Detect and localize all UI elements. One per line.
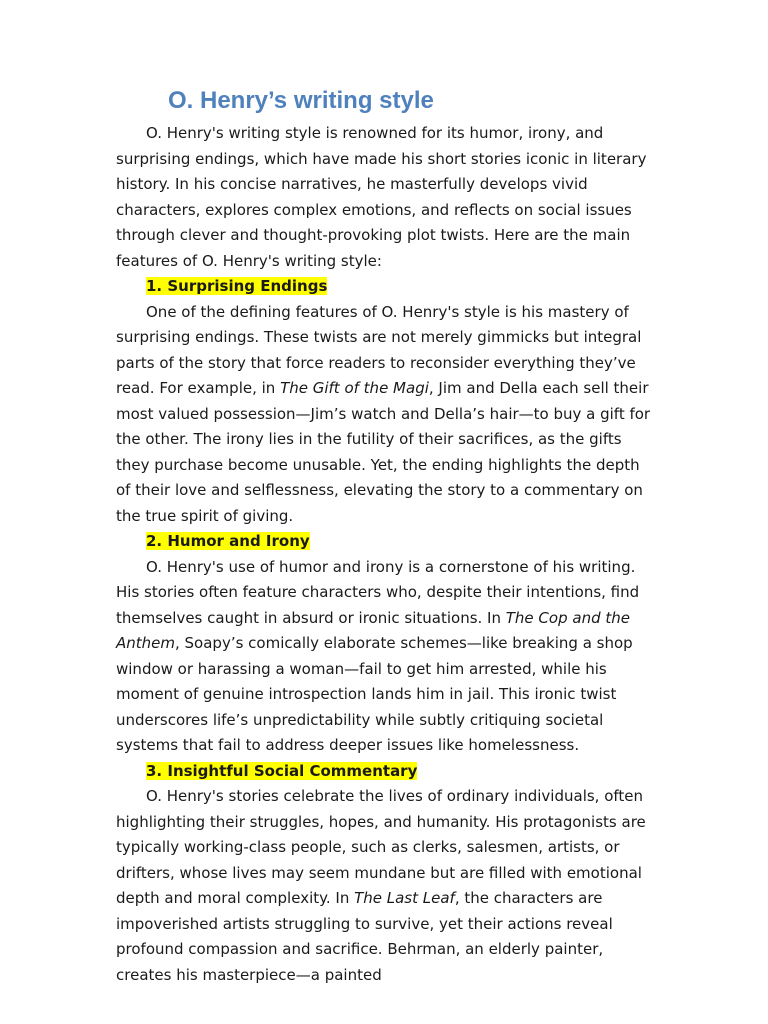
section-heading-label: 1. Surprising Endings (146, 277, 328, 295)
section-heading-humor-and-irony (116, 529, 656, 555)
document-page (116, 86, 656, 988)
paragraph-text: , Soapy’s comically elaborate schemes—like breaking a shop window or harassing a woman—fail to get him arrested, while his moment of genuine introspection lands him in jail. This ironic twist underscores life’s unpredictability while subtly critiquing societal systems that fail to address deeper issues like homelessness. (116, 634, 633, 754)
section-paragraph (116, 555, 656, 759)
story-title: The Last Leaf (354, 889, 455, 907)
paragraph-text: , the characters are impoverished artists struggling to survive, yet their actions reveal profound compassion and sacrifice. Behrman, an elderly painter, creates his masterpiece—a painted (116, 889, 613, 984)
paragraph-text: One of the defining features of O. Henry's style is his mastery of surprising endings. These twists are not merely gimmicks but integral parts of the story that force readers to reconsider everything they’ve read. For example, in (116, 302, 642, 397)
section-heading-label: 3. Insightful Social Commentary (146, 761, 418, 780)
paragraph-text: O. Henry's stories celebrate the lives of ordinary individuals, often highlighting their struggles, hopes, and humanity. His protagonists are typically working-class people, such as clerks, salesmen, artists, or drifters, whose lives may seem mundane but are filled with emotional depth and moral complexity. In (116, 787, 646, 907)
section-paragraph (116, 784, 656, 988)
paragraph-text: , Jim and Della each sell their most valued possession—Jim’s watch and Della’s hair—to buy a gift for the other. The irony lies in the futility of their sacrifices, as the gifts they purchase become unusable. Yet, the ending highlights the depth of their love and selflessness, elevating the story to a commentary on the true spirit of giving. (116, 379, 651, 525)
section-heading-social-commentary (116, 759, 656, 785)
section-heading-label: 2. Humor and Irony (146, 532, 310, 550)
section-paragraph (116, 300, 656, 530)
document-title: O. Henry’s writing style (168, 87, 434, 114)
paragraph-text: O. Henry's use of humor and irony is a cornerstone of his writing. His stories often feature characters who, despite their intentions, find themselves caught in absurd or ironic situations. In (116, 557, 640, 627)
story-title: The Cop and the Anthem (116, 608, 630, 652)
intro-paragraph: O. Henry's writing style is renowned for its humor, irony, and surprising endings, which have made his short stories iconic in literary history. In his concise narratives, he masterfully develops vivid characters, explores complex emotions, and reflects on social issues through clever and thought-provoking plot twists. Here are the main features of O. Henry's writing style: (116, 124, 647, 270)
section-heading-surprising-endings (116, 274, 656, 300)
story-title: The Gift of the Magi (280, 379, 429, 397)
